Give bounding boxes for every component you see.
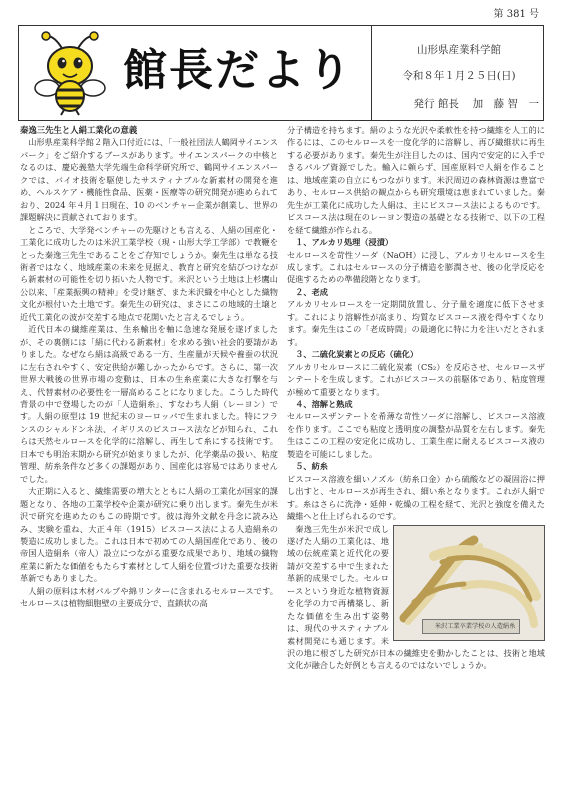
newsletter-title: 館長だより [123,45,353,96]
article-paragraph: ところで、大学発ベンチャーの先駆けとも言える、人絹の国産化・工業化に成功したのは米沢工業学校（現・山形大学工学部）で教鞭をとった秦逸三先生であることをご存知でしょうか。秦先生は単なる技術者ではなく、地域産業の未来を見据え、教育と研究を結びつけながら新素材の可能性を切り拓いた人物です。米沢という土地は上杉鷹山公以来、「産業振興の精神」を受け継ぎ、また米沢織を中心とした織物文化が根付いた土地です。秦先生の研究は、まさにこの地域的土壌と近代工業化の波が交差する地点で花開いたと言えるでしょう。 [20,224,278,322]
photo-caption: 米沢工業卒業学校の人造絹糸 [422,619,520,634]
section-text: セルロースを苛性ソーダ（NaOH）に浸し、アルカリセルロースを生成します。これはセルロースの分子構造を膨潤させ、後の化学反応を促進するための準備段階となります。 [287,249,545,285]
article-title: 秦逸三先生と人絹工業化の意義 [20,125,138,135]
section-heading: ４、溶解と熟成 [295,398,353,409]
article-right-column [287,124,545,672]
institution-name: 山形県産業科学館 [417,44,501,56]
header-divider [371,26,372,120]
section-heading: ２、老成 [295,286,328,297]
section-text: アルカリセルロースを一定期間放置し、分子量を適度に低下させます。これにより溶解性が高まり、均質なビスコース液を得やすくなります。秦先生はこの「老成時間」の最適化に特に力を注いだとされます。 [287,299,545,347]
article-paragraph: 大正期に入ると、繊維需要の増大とともに人絹の工業化が国家的課題となり、各地の工業学校や企業が研究に乗り出します。秦先生が米沢で研究を進めたのもこの時期です。彼は海外文献を丹念に読み込み、実験を重ね、大正４年（1915）ビスコース法による人造絹糸の製造に成功しました。これは日本で初めての人絹国産化であり、後の帝国人造絹糸（帝人）設立につながる重要な成果であり、地域の織物産業に新たな価値をもたらす素材として人絹を位置づけた重要な技術革新でもありました。 [20,486,278,584]
article-paragraph: 山形県産業科学館２階入口付近には、「一般社団法人鶴岡サイエンスパーク」をご紹介するブースがあります。サイエンスパークの中核となるのは、慶応義塾大学先端生命科学研究所で、鶴岡サイエンスパークでは、バイオ技術を駆使したサスティナブルな新素材の開発を進め、ヘルスケア・機能性食品、医薬・医療等の研究開発が進められており、2024 年４月１日現在、10 のベンチャー企業が創業し、世界の課題解決に貢献されております。 [20,137,278,223]
publisher-line: 発行 館長 加 藤 智 一 [413,98,539,110]
section-text: アルカリセルロースに二硫化炭素（CS₂）を反応させ、セルロースザンテートを生成します。これがビスコースの前駆体であり、粘度管理が極めて重要となります。 [287,361,545,397]
article-closing-paragraph [287,523,545,672]
section-heading: ５、紡糸 [295,461,328,472]
section-text: ビスコース溶液を細いノズル（紡糸口金）から硫酸などの凝固浴に押し出すと、セルロースが再生され、細い糸となります。これが人絹です。糸はさらに洗浄・延伸・乾燥の工程を経て、光沢と強度を備えた繊維へと仕上げられるのです。 [287,473,545,522]
article-paragraph: 近代日本の繊維産業は、生糸輸出を軸に急速な発展を遂げましたが、その裏側には「絹に代わる新素材」を求める強い社会的要請がありました。なぜなら絹は高級である一方、生産量が天候や養蚕の状況に左右されやすく、安定供給が難しかったからです。さらに、第一次世界大戦後の世界市場の変動は、日本の生糸産業に大きな打撃を与え、代替素材の必要性を一層高めることになりました。こうした時代背景の中で登場したのが「人造絹糸」、すなわち人絹（レーヨン）です。人絹の原型は 19 世紀末のヨーロッパで生まれました。特にフランスのシャルドンネ法、イギリスのビスコース法などが知られ、これらは天然セルロースを化学的に溶解し、再生して糸にする技術です。日本でも明治末期から研究が始まりましたが、化学薬品の扱い、粘度管理、紡糸条件など多くの課題があり、国産化は容易ではありませんでした。 [20,324,278,484]
publication-date: 令和８年１月２５日(日) [402,70,516,82]
section-heading: １、アルカリ処理（浸漬） [295,237,394,248]
article-paragraph: 分子構造を持ちます。絹のような光沢や柔軟性を持つ繊維を人工的に作るには、このセルロースを一度化学的に溶解し、再び繊維状に再生する必要があります。秦先生が注目したのは、国内で安定的に入手できるパルプ資源でした。輸入に頼らず、国産原料で人絹を作ることは、地域産業の自立にもつながります。米沢周辺の森林資源は豊富であり、セルロース供給の観点からも研究環境は恵まれていました。秦先生が工業化に成功した人絹は、主にビスコース法によるものです。ビスコース法は現在のレーヨン製造の基礎となる技術で、以下の工程を経て繊維が作られる。 [287,125,545,235]
masthead [18,25,544,121]
section-heading: ３、二硫化炭素との反応（硫化） [295,349,419,360]
rayon-thread-photo [393,525,545,641]
article-left-column [20,124,278,610]
closing-text: 秦逸三先生が米沢で成し遂げた人絹の工業化は、地域の伝統産業と近代化の要請が交差する中で生まれた革新的成果でした。セルロースという身近な植物資源を化学の力で再構築し、新たな価値を生み出す姿勢は、現代のサスティナブル素材開発にも通じます。米沢の地に根ざした研究が日本の繊維史を動かしたことは、技術と地域文化が融合した好例とも言えるのではないでしょうか。 [287,523,545,671]
section-text: セルロースザンテートを希薄な苛性ソーダに溶解し、ビスコース溶液を作ります。ここでも粘度と透明度の調整が品質を左右します。秦先生はここの工程の安定化に成功し、工業生産に耐えるビスコース液の製造を可能にしました。 [287,411,545,459]
article-paragraph: 人絹の原料は木材パルプや綿リンターに含まれるセルロースです。セルロースは植物細胞壁の主要成分で、直鎖状の高 [20,585,278,609]
issue-number: 第 381 号 [493,9,539,20]
publication-info [379,26,541,120]
bee-mascot-logo [25,30,115,116]
